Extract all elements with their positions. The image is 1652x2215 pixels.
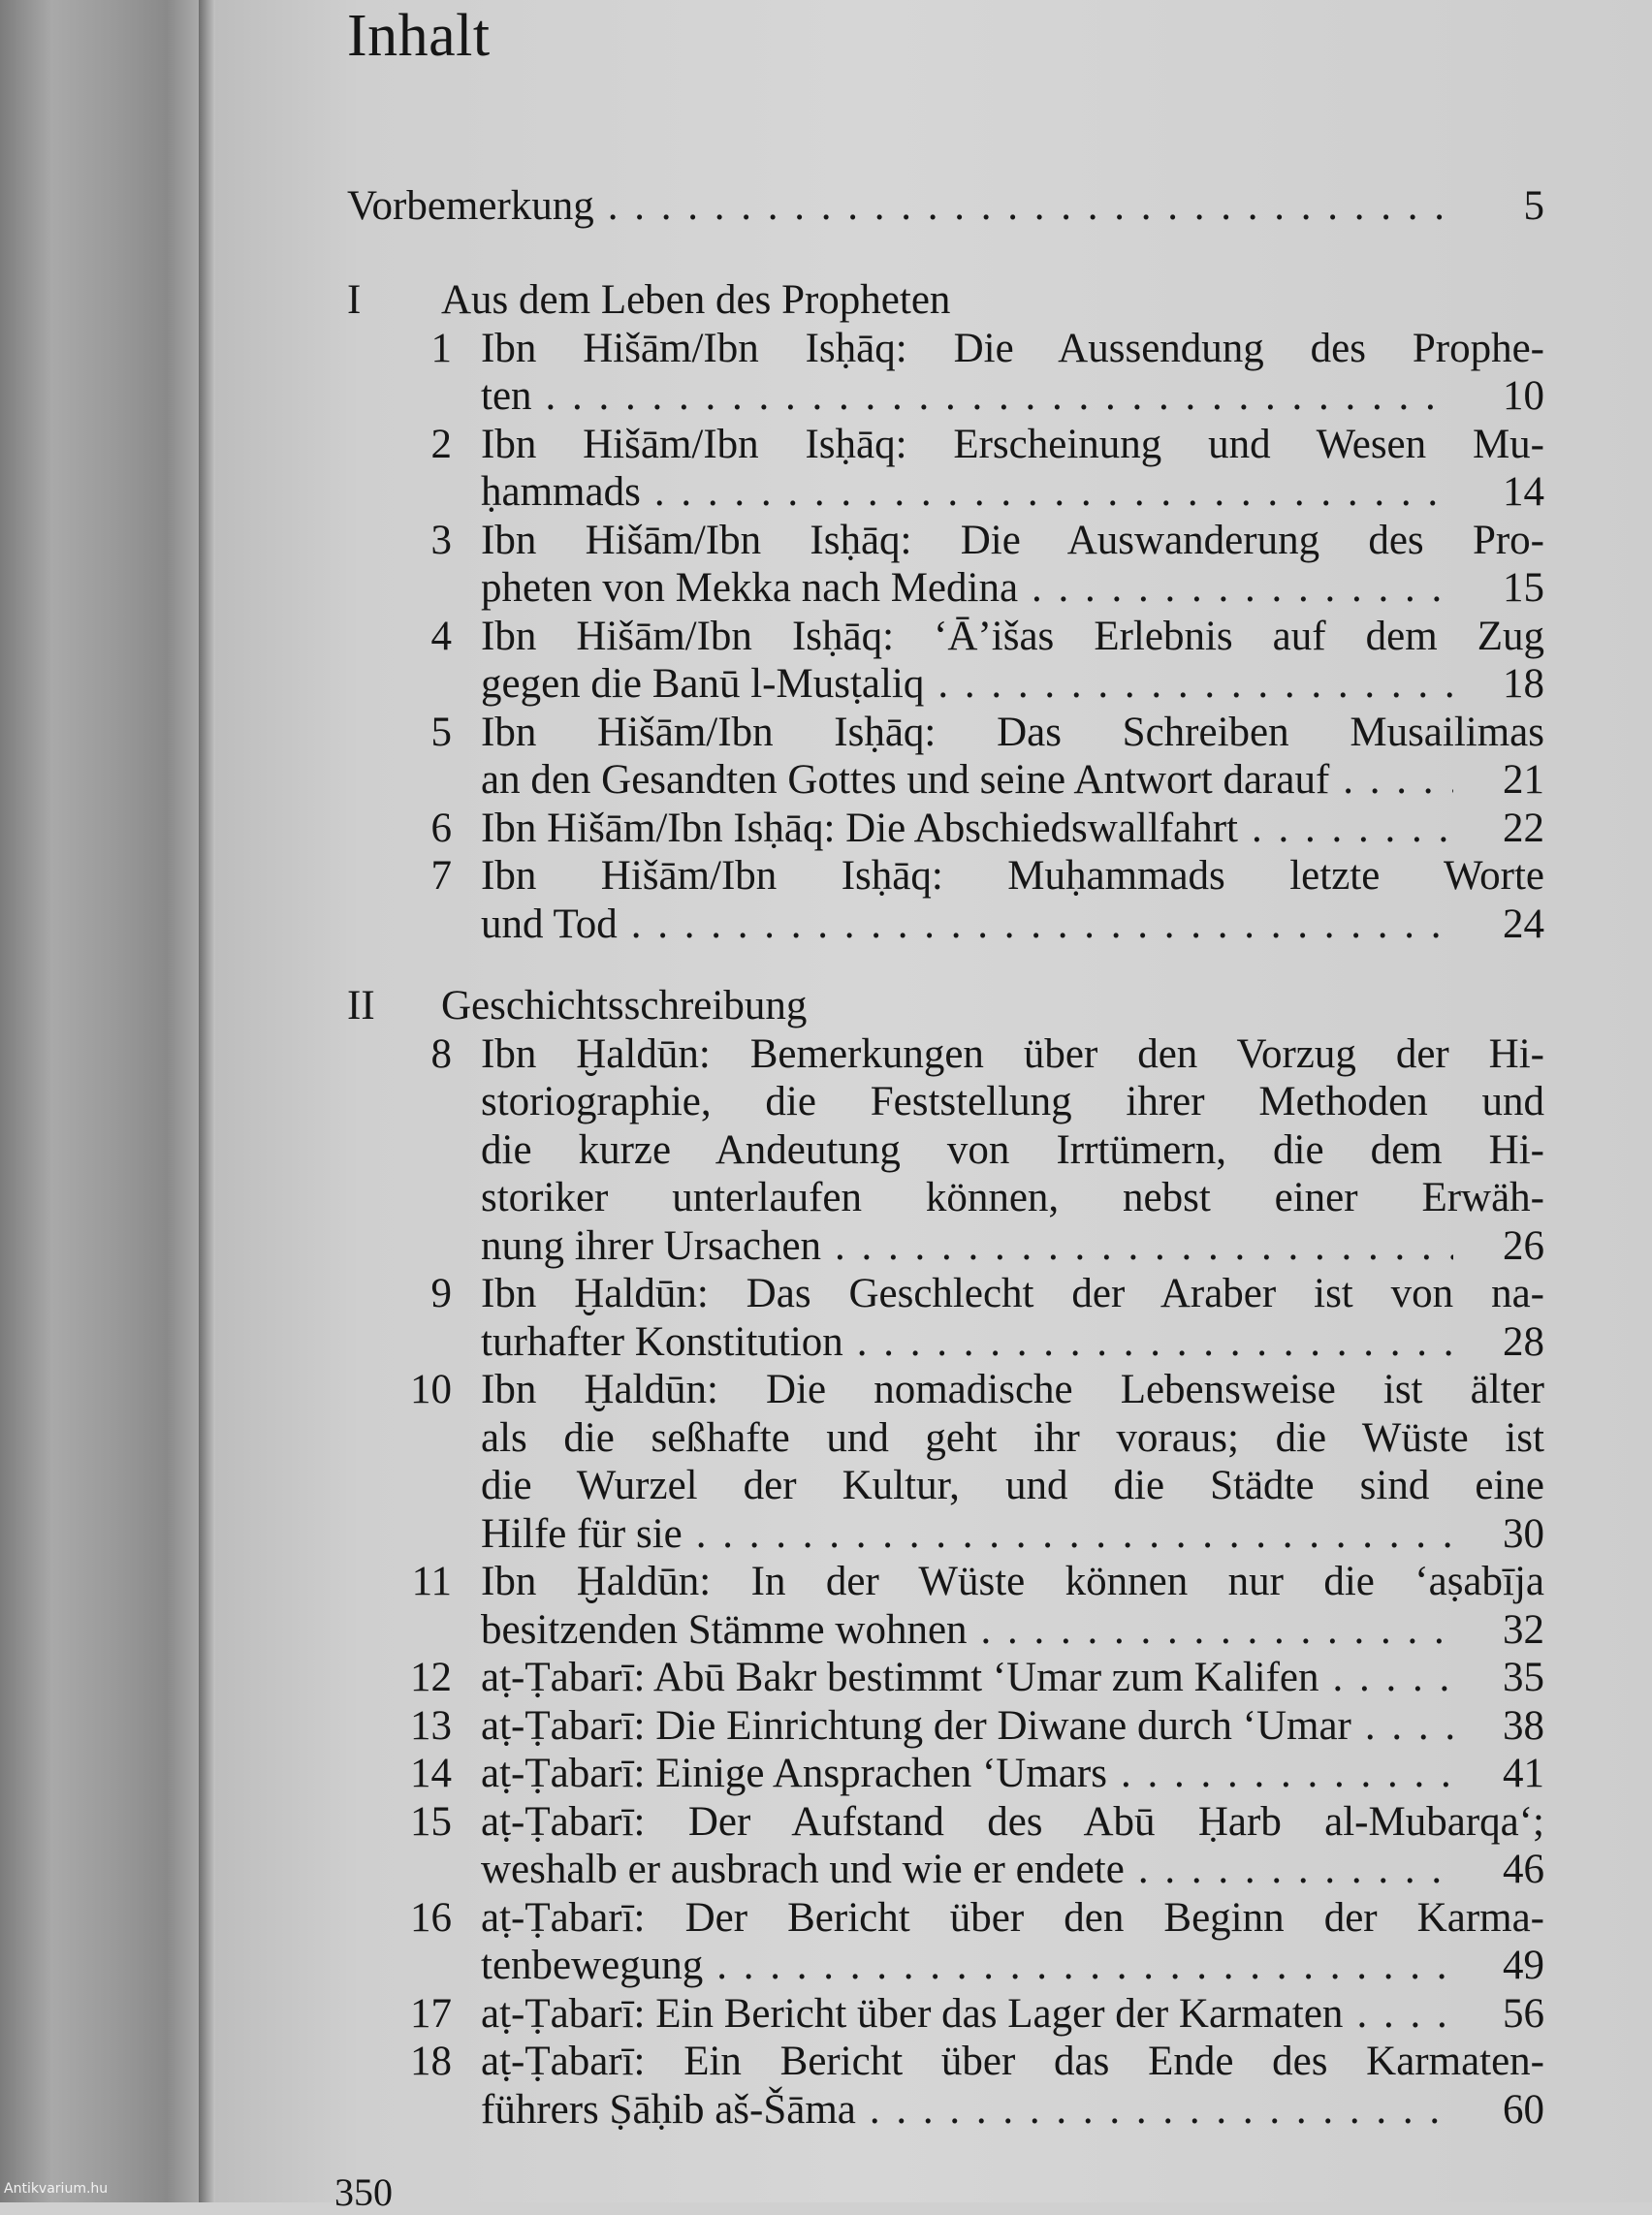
entry-text: [481, 805, 1544, 853]
entry-line-text: Ibn Hišām/Ibn Isḥāq: Muḥammads letzte Worte: [481, 853, 1544, 899]
entry-page: 22: [1503, 805, 1544, 851]
entry-text: [481, 421, 1544, 517]
entry-text: [481, 2038, 1544, 2134]
entry-number: 7: [430, 853, 452, 899]
entry-page: 49: [1503, 1943, 1544, 1988]
entry-line-text: Ibn Hišām/Ibn Isḥāq: ‘Ā’išas Erlebnis auf dem Zug: [481, 613, 1544, 659]
entry-page: 46: [1503, 1847, 1544, 1892]
toc-section-2: [347, 982, 1544, 2134]
entry-line-text: und Tod: [481, 901, 618, 947]
entry-line-text: Hilfe für sie: [481, 1510, 683, 1557]
entry-line: [481, 1798, 1544, 1847]
entry-line: [481, 372, 1544, 421]
entry-line: [481, 1654, 1544, 1702]
entry-line: [481, 1174, 1544, 1222]
entry-line-text: ḥammads: [481, 469, 641, 515]
entry-number: 1: [430, 325, 452, 371]
leader-dots: [835, 1222, 1453, 1271]
entry-page: 15: [1503, 565, 1544, 611]
entry-line-text: Ibn Ḫaldūn: Die nomadische Lebensweise ist älter: [481, 1367, 1544, 1412]
toc-entry: [347, 1990, 1544, 2039]
entry-page: 35: [1503, 1655, 1544, 1700]
toc-entry: [347, 1270, 1544, 1366]
toc-entry: [347, 1798, 1544, 1894]
entry-page: 32: [1503, 1606, 1544, 1653]
entry-number: 12: [410, 1655, 452, 1700]
toc-entry: [347, 805, 1544, 853]
entry-number: 16: [410, 1894, 452, 1941]
entry-line: [481, 517, 1544, 565]
entry-line: [481, 564, 1544, 613]
entry-text: [481, 1366, 1544, 1558]
entry-line-text: nung ihrer Ursachen: [481, 1222, 822, 1269]
entry-line-text: pheten von Mekka nach Medina: [481, 565, 1019, 611]
entry-page: 10: [1503, 373, 1544, 419]
entry-line: [481, 2086, 1544, 2135]
preface-page: 5: [1523, 183, 1544, 229]
page-title: Inhalt: [347, 3, 491, 69]
toc-entry: [347, 1654, 1544, 1702]
entry-line-text: storiographie, die Feststellung ihrer Methoden und: [481, 1079, 1544, 1124]
entry-number: 11: [411, 1559, 452, 1604]
entry-number: 14: [410, 1751, 452, 1796]
entry-line: [481, 852, 1544, 901]
entry-line-text: die Wurzel der Kultur, und die Städte sind eine: [481, 1463, 1544, 1508]
entry-line-text: Ibn Hišām/Ibn Isḥāq: Die Abschiedswallfahrt: [481, 805, 1238, 851]
entry-line: [481, 1222, 1544, 1271]
entry-number: 2: [430, 421, 452, 467]
entry-number: 6: [430, 805, 452, 851]
entry-line-text: storiker unterlaufen können, nebst einer Erwäh-: [481, 1175, 1544, 1220]
entry-line: [481, 1318, 1544, 1367]
entry-line: [481, 1414, 1544, 1463]
section-heading: [347, 276, 1544, 325]
entry-line: [481, 1846, 1544, 1894]
leader-dots: [654, 468, 1453, 517]
leader-dots: [1138, 1846, 1453, 1894]
entry-line: [481, 709, 1544, 757]
entry-page: 56: [1503, 1990, 1544, 2037]
entry-line: [481, 1078, 1544, 1126]
entry-line: [481, 1750, 1544, 1798]
toc-entry: [347, 325, 1544, 421]
toc-entry: [347, 2038, 1544, 2134]
entry-line: [481, 1126, 1544, 1175]
leader-dots: [981, 1606, 1453, 1655]
entry-line: [481, 468, 1544, 517]
leader-dots: [1365, 1702, 1453, 1751]
book-spine-shadow: [0, 0, 208, 2202]
entry-text: [481, 709, 1544, 805]
entry-line: [481, 613, 1544, 661]
section-heading: [347, 982, 1544, 1030]
entry-text: [481, 613, 1544, 709]
entry-line-text: aṭ-Ṭabarī: Der Aufstand des Abū Ḥarb al-Mubarqa‘;: [481, 1798, 1544, 1845]
leader-dots: [1121, 1750, 1453, 1798]
entry-number: 17: [410, 1990, 452, 2037]
entry-text: [481, 1798, 1544, 1894]
entry-page: 60: [1503, 2086, 1544, 2133]
source-watermark: Antikvarium.hu: [4, 2181, 109, 2197]
entry-line: [481, 901, 1544, 949]
entry-line: [481, 2038, 1544, 2086]
entry-line: [481, 1702, 1544, 1751]
page-number: 350: [334, 2170, 393, 2214]
leader-dots: [546, 372, 1453, 421]
entry-text: [481, 1030, 1544, 1271]
entry-number: 4: [430, 613, 452, 659]
entry-line-text: führers Ṣāḥib aš-Šāma: [481, 2086, 856, 2133]
entry-line-text: aṭ-Ṭabarī: Ein Bericht über das Ende des Karmaten-: [481, 2039, 1544, 2084]
entry-line-text: aṭ-Ṭabarī: Einige Ansprachen ‘Umars: [481, 1751, 1107, 1796]
entry-text: [481, 1654, 1544, 1702]
entry-line: [481, 756, 1544, 805]
toc-entry: [347, 1030, 1544, 1271]
leader-dots: [937, 660, 1453, 709]
entry-line: [481, 325, 1544, 373]
toc-preface: [347, 182, 1544, 230]
entry-text: [481, 325, 1544, 421]
entry-page: 18: [1503, 661, 1544, 707]
entry-line-text: gegen die Banū l-Musṭaliq: [481, 661, 925, 707]
book-gutter: [199, 0, 216, 2202]
entry-number: 13: [410, 1702, 452, 1749]
entry-line-text: aṭ-Ṭabarī: Abū Bakr bestimmt ‘Umar zum Kalifen: [481, 1655, 1319, 1700]
preface-label: Vorbemerkung: [347, 183, 594, 229]
leader-dots: [857, 1318, 1453, 1367]
entry-line-text: Ibn Hišām/Ibn Isḥāq: Das Schreiben Musailimas: [481, 709, 1544, 755]
entry-line-text: Ibn Hišām/Ibn Isḥāq: Die Aussendung des Prophe-: [481, 325, 1544, 371]
toc-section-1: [347, 276, 1544, 948]
entry-line: [481, 1606, 1544, 1655]
leader-dots: [1252, 805, 1453, 853]
entry-line-text: weshalb er ausbrach und wie er endete: [481, 1847, 1125, 1892]
entry-number: 5: [430, 709, 452, 755]
section-numeral: II: [347, 983, 375, 1028]
entry-number: 15: [410, 1798, 452, 1845]
toc-entry: [347, 852, 1544, 948]
leader-dots: [608, 182, 1453, 230]
leader-dots: [1333, 1654, 1453, 1702]
entry-line: [481, 1894, 1544, 1943]
leader-dots: [716, 1942, 1453, 1990]
entry-line: [481, 1990, 1544, 2039]
leader-dots: [1356, 1990, 1453, 2039]
entry-line-text: besitzenden Stämme wohnen: [481, 1606, 968, 1653]
entry-line: [481, 1558, 1544, 1606]
entry-line-text: Ibn Hišām/Ibn Isḥāq: Die Auswanderung des Pro-: [481, 517, 1544, 563]
entry-line-text: aṭ-Ṭabarī: Ein Bericht über das Lager der Karmaten: [481, 1990, 1344, 2037]
entry-page: 38: [1503, 1702, 1544, 1749]
entry-line: [481, 805, 1544, 853]
entry-number: 10: [410, 1367, 452, 1412]
leader-dots: [1343, 756, 1453, 805]
section-numeral: I: [347, 277, 362, 323]
entry-line: [481, 1510, 1544, 1559]
toc-entry: [347, 1366, 1544, 1558]
entry-text: [481, 1558, 1544, 1654]
entry-line: [481, 1366, 1544, 1414]
entry-line-text: aṭ-Ṭabarī: Der Bericht über den Beginn der Karma-: [481, 1894, 1544, 1941]
entry-line: [481, 1462, 1544, 1510]
entry-page: 21: [1503, 757, 1544, 803]
leader-dots: [1032, 564, 1453, 613]
entry-line-text: tenbewegung: [481, 1943, 704, 1988]
entry-line-text: ten: [481, 373, 532, 419]
entry-line-text: Ibn Hišām/Ibn Isḥāq: Erscheinung und Wesen Mu-: [481, 421, 1544, 467]
toc-entry: [347, 613, 1544, 709]
entry-line-text: an den Gesandten Gottes und seine Antwort darauf: [481, 757, 1330, 803]
entry-text: [481, 1894, 1544, 1990]
entry-number: 8: [430, 1030, 452, 1077]
entry-number: 18: [410, 2039, 452, 2084]
entry-text: [481, 852, 1544, 948]
entry-page: 24: [1503, 901, 1544, 947]
entry-text: [481, 1750, 1544, 1798]
leader-dots: [870, 2086, 1453, 2135]
toc-entry: [347, 1894, 1544, 1990]
entry-page: 26: [1503, 1222, 1544, 1269]
toc-entry: [347, 709, 1544, 805]
section-title: Aus dem Leben des Propheten: [441, 277, 951, 323]
entry-text: [481, 1990, 1544, 2039]
section-title: Geschichtsschreibung: [441, 983, 808, 1028]
entry-page: 14: [1503, 469, 1544, 515]
entry-line: [481, 421, 1544, 469]
entry-line-text: Ibn Ḫaldūn: In der Wüste können nur die ‘aṣabīja: [481, 1559, 1544, 1604]
entry-line-text: Ibn Ḫaldūn: Bemerkungen über den Vorzug der Hi-: [481, 1030, 1544, 1077]
entry-number: 9: [430, 1271, 452, 1316]
entry-text: [481, 1702, 1544, 1751]
toc-entry: [347, 517, 1544, 613]
entry-line-text: als die seßhafte und geht ihr voraus; die Wüste ist: [481, 1414, 1544, 1461]
toc-entry: [347, 1558, 1544, 1654]
entry-line-text: turhafter Konstitution: [481, 1318, 843, 1365]
entry-page: 41: [1503, 1751, 1544, 1796]
entry-text: [481, 517, 1544, 613]
toc-entry: [347, 421, 1544, 517]
leader-dots: [631, 901, 1453, 949]
leader-dots: [696, 1510, 1453, 1559]
entry-page: 28: [1503, 1318, 1544, 1365]
entry-text: [481, 1270, 1544, 1366]
entry-number: 3: [430, 517, 452, 563]
entry-page: 30: [1503, 1510, 1544, 1557]
entry-line-text: die kurze Andeutung von Irrtümern, die dem Hi-: [481, 1126, 1544, 1173]
entry-line-text: Ibn Ḫaldūn: Das Geschlecht der Araber ist von na-: [481, 1271, 1544, 1316]
entry-line: [481, 1030, 1544, 1079]
toc-entry: [347, 1702, 1544, 1751]
entry-line: [481, 1942, 1544, 1990]
entry-line: [481, 660, 1544, 709]
entry-line: [481, 1270, 1544, 1318]
toc-entry: [347, 1750, 1544, 1798]
entry-line-text: aṭ-Ṭabarī: Die Einrichtung der Diwane durch ‘Umar: [481, 1702, 1351, 1749]
